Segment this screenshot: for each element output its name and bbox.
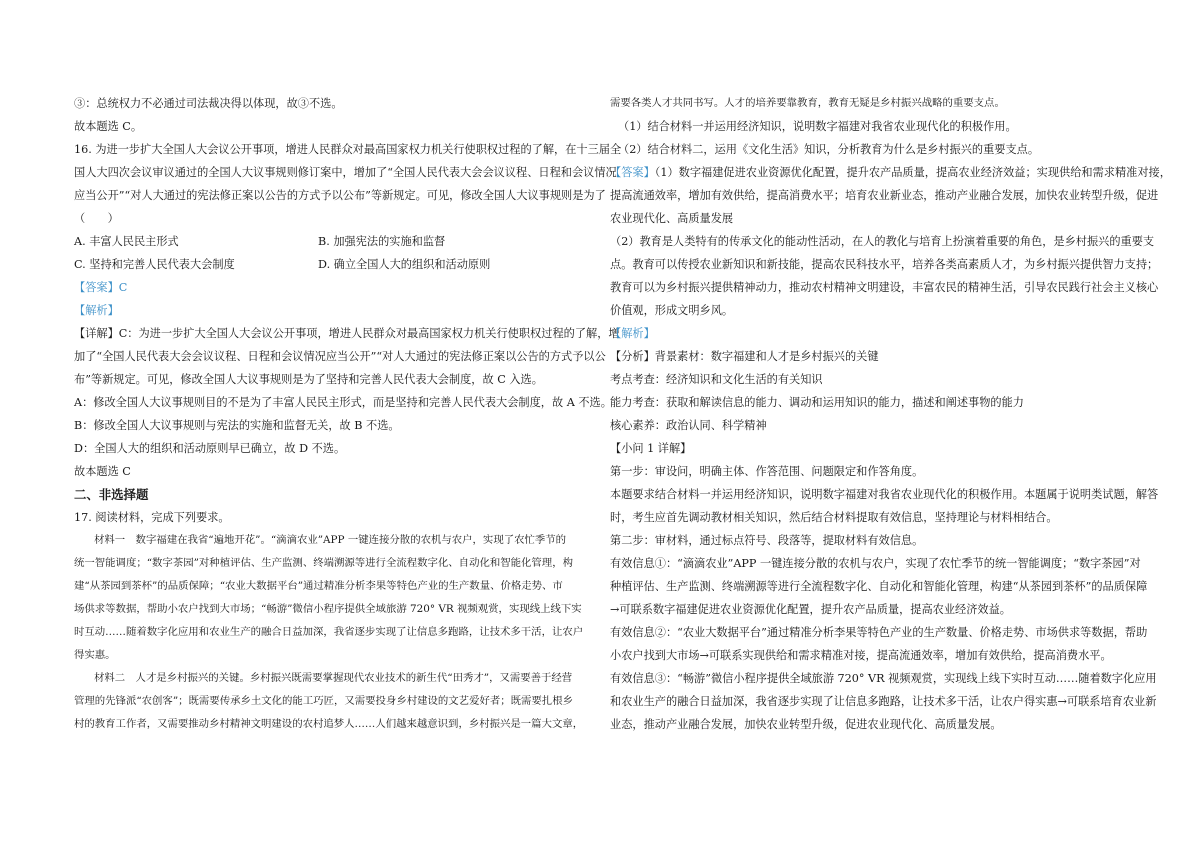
text-line: 村的教育工作者，又需要推动乡村精神文明建设的农村追梦人……人们越来越意识到，乡村振兴是一篇大文章， [74, 718, 584, 730]
right-column [610, 92, 1171, 736]
sub-question-2: （2）结合材料二，运用《文化生活》知识，分析教育为什么是乡村振兴的重要支点。 [618, 143, 1040, 156]
text-line: 本题要求结合材料一并运用经济知识，说明数字福建对我省农业现代化的积极作用。本题属于说明类试题，解答 [610, 488, 1159, 501]
analysis-label: 【解析】 [610, 327, 655, 340]
material-one: 材料一 数字福建在我省“遍地开花”。“滴滴农业”APP 一键连接分散的农机与农户，实现了农忙季节的 [94, 534, 567, 546]
left-column [74, 92, 622, 736]
text-line: 种植评估、生产监测、终端溯源等进行全流程数字化、自动化和智能化管理，构建“从茶园到茶杯”的品质保障 [610, 580, 1148, 593]
text-line: 有效信息①：“滴滴农业”APP 一键连接分散的农机与农户，实现了农忙季节的统一智能调度；“数字茶园”对 [610, 557, 1141, 570]
options-row [74, 253, 594, 276]
question-17-stem: 17. 阅读材料，完成下列要求。 [74, 511, 230, 524]
text-line: 故本题选 C [74, 465, 131, 478]
text-line: 业态，推动产业融合发展，加快农业转型升级，促进农业现代化、高质量发展。 [610, 718, 1002, 731]
text-line: 建“从茶园到茶杯”的品质保障；“农业大数据平台”通过精准分析李果等特色产业的生产数量、价格走势、市 [74, 580, 563, 592]
text-line: ③：总统权力不必通过司法裁决得以体现，故③不选。 [74, 97, 343, 110]
text-line: （2）教育是人类特有的传承文化的能动性活动，在人的教化与培育上扮演着重要的角色，是乡村振兴的重要支 [610, 235, 1155, 248]
text-line: 加了“全国人民代表大会会议议程、日程和会议情况应当公开”“对人大通过的宪法修正案以公告的方式予以公 [74, 350, 606, 363]
answer-text: （1）数字福建促进农业资源优化配置，提升农产品质量，提高农业经济效益；实现供给和需求精准对接， [654, 166, 1171, 179]
text-line: 布”等新规定。可见，修改全国人大议事规则是为了坚持和完善人民代表大会制度，故 C 入选。 [74, 373, 543, 386]
text-line: 需要各类人才共同书写。人才的培养要靠教育，教育无疑是乡村振兴战略的重要支点。 [610, 97, 1005, 109]
answer-label: 【答案】C [74, 281, 128, 294]
option-d: D. 确立全国人大的组织和活动原则 [318, 258, 491, 271]
text-line: 核心素养：政治认同、科学精神 [610, 419, 767, 432]
question-16-stem: 16. 为进一步扩大全国人大会议公开事项，增进人民群众对最高国家权力机关行使职权过程的了解，在十三届全 [74, 143, 622, 156]
material-two: 材料二 人才是乡村振兴的关键。乡村振兴既需要掌握现代农业技术的新生代“田秀才”，又需要善于经营 [94, 672, 573, 684]
option-b: B. 加强宪法的实施和监督 [318, 235, 446, 248]
text-line: 第二步：审材料，通过标点符号、段落等，提取材料有效信息。 [610, 534, 924, 547]
answer-label: 【答案】 [610, 166, 655, 179]
answer-line [610, 161, 1171, 184]
text-line: 应当公开”“对人大通过的宪法修正案以公告的方式予以公布”等新规定。可见，修改全国人大议事规则是为了 [74, 189, 606, 202]
option-a: A. 丰富人民民主形式 [74, 235, 179, 248]
text-line: 小农户找到大市场→可联系实现供给和需求精准对接，提高流通效率，增加有效供给，提高消费水平。 [610, 649, 1112, 662]
text-line: 国人大四次会议审议通过的全国人大议事规则修订案中，增加了“全国人民代表大会会议议程、日程和会议情况 [74, 166, 617, 179]
text-line: 时互动……随着数字化应用和农业生产的融合日益加深，我省逐步实现了让信息多跑路，让技术多干活，让农户 [74, 626, 584, 638]
text-line: 【详解】C：为进一步扩大全国人大会议公开事项，增进人民群众对最高国家权力机关行使职权过程的了解，增 [74, 327, 620, 340]
text-line: A：修改全国人大议事规则目的不是为了丰富人民民主形式，而是坚持和完善人民代表大会制度，故 A 不选。 [74, 396, 612, 409]
text-line: 故本题选 C。 [74, 120, 143, 133]
options-row [74, 230, 594, 253]
text-line: 能力考查：获取和解读信息的能力、调动和运用知识的能力，描述和阐述事物的能力 [610, 396, 1024, 409]
text-line: 场供求等数据，帮助小农户找到大市场；“畅游”微信小程序提供全域旅游 720° VR 视频观赏，实现线上线下实 [74, 603, 582, 615]
text-line: 点。教育可以传授农业新知识和新技能，提高农民科技水平，培养各类高素质人才，为乡村振兴提供智力支持； [610, 258, 1159, 271]
text-line: B：修改全国人大议事规则与宪法的实施和监督无关，故 B 不选。 [74, 419, 400, 432]
text-line: 有效信息③：“畅游”微信小程序提供全域旅游 720° VR 视频观赏，实现线上线下实时互动……随着数字化应用 [610, 672, 1157, 685]
section-heading: 二、非选择题 [74, 487, 149, 502]
text-line: 有效信息②：“农业大数据平台”通过精准分析李果等特色产业的生产数量、价格走势、市场供求等数据，帮助 [610, 626, 1148, 639]
text-line: →可联系数字福建促进农业资源优化配置，提升农产品质量，提高农业经济效益。 [610, 603, 1011, 616]
text-line: 管理的先锋派“农创客”；既需要传承乡土文化的能工巧匠，又需要投身乡村建设的文艺爱好者；既需要扎根乡 [74, 695, 573, 707]
sub-question-1: （1）结合材料一并运用经济知识，说明数字福建对我省农业现代化的积极作用。 [618, 120, 1017, 133]
answer-blank: （ ） [74, 212, 119, 225]
text-line: 统一智能调度；“数字茶园”对种植评估、生产监测、终端溯源等进行全流程数字化、自动化和智能化管理，构 [74, 557, 573, 569]
text-line: 教育可以为乡村振兴提供精神动力，推动农村精神文明建设，丰富农民的精神生活，引导农民践行社会主义核心 [610, 281, 1159, 294]
text-line: 【分析】背景素材：数字福建和人才是乡村振兴的关键 [610, 350, 879, 363]
text-line: D：全国人大的组织和活动原则早已确立，故 D 不选。 [74, 442, 346, 455]
text-line: 第一步：审设问，明确主体、作答范围、问题限定和作答角度。 [610, 465, 924, 478]
text-line: 时，考生应首先调动教材相关知识，然后结合材料提取有效信息，坚持理论与材料相结合。 [610, 511, 1058, 524]
text-line: 农业现代化、高质量发展 [610, 212, 734, 225]
text-line: 考点考查：经济知识和文化生活的有关知识 [610, 373, 823, 386]
text-line: 和农业生产的融合日益加深，我省逐步实现了让信息多跑路，让技术多干活，让农户得实惠→可联系培育农业新 [610, 695, 1157, 708]
analysis-label: 【解析】 [74, 304, 119, 317]
sub-question-heading: 【小问 1 详解】 [610, 442, 692, 455]
text-line: 得实惠。 [74, 649, 116, 661]
text-line: 价值观，形成文明乡风。 [610, 304, 734, 317]
option-c: C. 坚持和完善人民代表大会制度 [74, 258, 235, 271]
text-line: 提高流通效率，增加有效供给，提高消费水平；培育农业新业态，推动产业融合发展，加快农业转型升级，促进 [610, 189, 1159, 202]
